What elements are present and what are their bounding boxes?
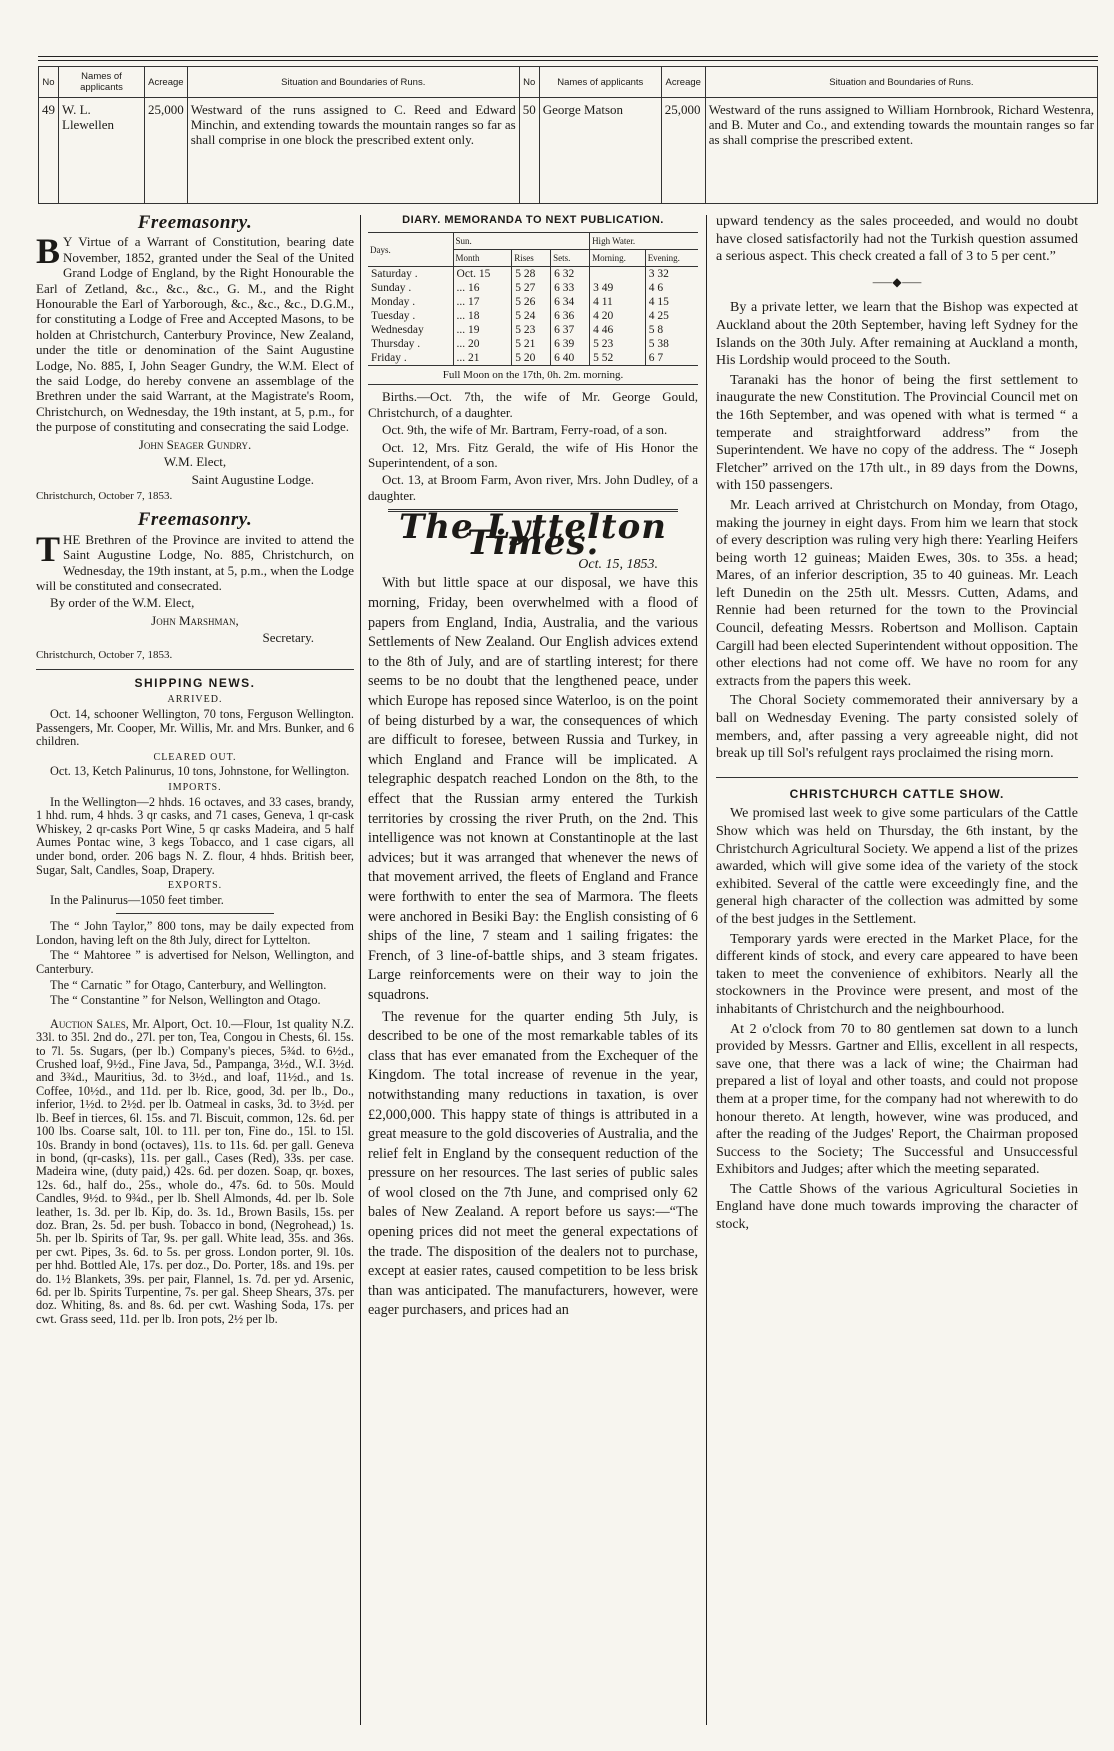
- freemasonry-heading: Freemasonry.: [137, 212, 253, 233]
- shipping-notice: The “ Constantine ” for Nelson, Wellington and Otago.: [50, 993, 321, 1008]
- col-evening: Evening.: [645, 250, 698, 267]
- morning: 4 11: [590, 295, 646, 309]
- birth-notice: Births.—Oct. 7th, the wife of Mr. George Gould, Christchurch, of a daughter.: [368, 389, 698, 420]
- day: Sunday .: [371, 282, 412, 295]
- freemasonry-notice-2: [36, 528, 354, 594]
- shipping-heading: SHIPPING NEWS.: [134, 675, 256, 690]
- col-situation-2: Situation and Boundaries of Runs.: [705, 67, 1097, 98]
- col-acreage-2: Acreage: [661, 67, 705, 98]
- masthead-date: Oct. 15, 1853.: [578, 557, 658, 573]
- sets: 6 40: [551, 351, 590, 366]
- diary-footer: Full Moon on the 17th, 0h. 2m. morning.: [368, 366, 698, 385]
- run-acreage: 25,000: [661, 98, 705, 204]
- dropcap: B: [36, 231, 61, 272]
- column-1: [36, 213, 354, 1328]
- dropcap: T: [36, 528, 61, 569]
- month: ... 17: [453, 295, 512, 309]
- freemasonry-heading-2: Freemasonry.: [137, 509, 253, 531]
- imports-text: In the Wellington—2 hhds. 16 octaves, and 33 cases, brandy, 1 hhd. rum, 4 hhds. 3 qr casks, and 71 cases, Geneva, 1 qr-cask Whiskey, 2 qr-casks Port Wine, 5 qr casks Madeira, and 5 half Aumes Pontac wine, 3 kegs Tobacco, and 1 case cigars, all under bond, order. 206 bags N. Z. flour, 4 hhds. British beer, Sugar, Salt, Candles, Soap, Drapery.: [36, 794, 354, 877]
- rises: 5 20: [512, 351, 551, 366]
- shipping-notice: The “ Mahtoree ” is advertised for Nelson, Wellington, and Canterbury.: [36, 948, 354, 977]
- runs-table: [38, 66, 1098, 204]
- article-paragraph: At 2 o'clock from 70 to 80 gentlemen sat down to a lunch provided by Messrs. Gartner and Ellis, excellent in all respects, save one, that there was a lack of wine; the Chairman had prepared a list of loyal and other toasts, and could not propose them at a proper time, for the company had not wherewith to do honour thereto. At length, however, wine was produced, and after the reading of the Judges' Report, the Chairman proposed Success to the Society; The Successful and Unsuccessful Exhibitors and Judges; after which the meeting separated.: [716, 1021, 1078, 1178]
- auction-text: Mr. Alport, Oct. 10.—Flour, 1st quality N.Z. 33l. to 35l. 2nd do., 27l. per ton, Tea, Congou in Chests, 6l. 15s. to 7l. 5s. Sugars, (per lb.) Company's pieces, 5¾d. to 6½d., Crushed loaf, 9½d., Fine Java, 5d., Pampanga, 3½d., W.I. 3½d. and 3¾d., Mauritius, 3d. to 3½d., and loaf, 11½d., and 1s. Coffee, 10½d., and 11d. per lb. Rice, good, 3d. per lb., Do., inferior, 1½d. to 2½d. per lb. Oatmeal in casks, 3d. to 3½d. per lb. Beef in tierces, 6l. 15s. and 7l. Biscuit, common, 12s. 6d. per 100 lbs. Coarse salt, 10l. to 11l. per ton, Fine do., 15l. to 15l. 10s. Brandy in bond (octaves), 11s. to 11s. 6d. per gall. Geneva in bond, (qr-casks), 11s. per gall., Cases (Red), 33s. per case. Madeira wine, (duty paid,) 42s. 6d. per dozen. Soap, qr. boxes, 12s. 6d., half do., 25s., whole do., 47s. 6d. to 50s. Mould Candles, 9½d. to 9¾d., per lb. Shell Almonds, 4d. per lb. Sole leather, 1s. 3d. per lb. Kip, do. 3s. 1d., Brown Basils, 15s. per doz. Bran, 2s. 5d. per bush. Tobacco in bond, (Negrohead,) 1s. 5h. per lb. Spirits of Tar, 9s. per gall. White lead, 35s. and 36s. per cwt. Pipes, 3s. 6d. to 5s. per gross. London porter, 9l. 10s. per hhd. Bottled Ale, 17s. per doz., Do. Porter, 18s. and 19s. per do. 1½ Blankets, 39s. per pair, Flannel, 1s. 7d. per yd. Arsenic, 6d. per lb. Spirits Turpentine, 7s. per gal. Sheep Shears, 37s. per doz. Whiting, 8s. and 8s. 6d. per cwt. Washing Soda, 17s. per cwt. Grass seed, 11d. per lb. Iron pots, 2½ per lb.: [36, 1016, 354, 1326]
- article-paragraph: With but little space at our disposal, we have this morning, Friday, been overwhelmed with a flood of papers from England, India, Australia, and the various Settlements of New Zealand. Our English advices extend to the 8th of July, and are of startling interest; for there seems to be no doubt that the lengthened peace, under which Europe has reposed since Waterloo, is on the point of being disturbed by a war, the consequences of which are difficult to foresee, between Russia and Turkey, in which England and France will be implicated. A telegraphic despatch reached London on the 8th, to the effect that the Russian army entered the Turkish territories by crossing the river Pruth, on the 2nd. This intelligence was not known at Constantinople at the last advices; but it was arranged that whenever the news of that movement arrived, the fleets of England and France were forthwith to enter the sea of Marmora. The fleets were anchored in Besiki Bay: the English consisting of 6 ships of the line, 7 steam and 1 sailing frigates: the French, of 3 line-of-battle ships, and 3 steam frigates. Large reinforcements were on their way to join the squadrons.: [368, 575, 698, 1003]
- run-no: 50: [519, 98, 539, 204]
- day: Friday .: [371, 352, 407, 365]
- exports-text: In the Palinurus—1050 feet timber.: [50, 892, 224, 907]
- cattle-show-heading: CHRISTCHURCH CATTLE SHOW.: [789, 786, 1005, 801]
- top-rule-2: [38, 60, 1098, 61]
- auction-lead: Auction Sales,: [50, 1016, 129, 1031]
- run-no: 49: [39, 98, 59, 204]
- sets: 6 33: [551, 281, 590, 295]
- col-days: Days.: [368, 233, 453, 267]
- arrived-heading: ARRIVED.: [167, 694, 223, 706]
- day: Thursday .: [371, 338, 421, 351]
- cleared-heading: CLEARED OUT.: [153, 751, 237, 763]
- sets: 6 39: [551, 337, 590, 351]
- article-paragraph: The Cattle Shows of the various Agricultural Societies in England have done much towards improving the character of stock,: [716, 1181, 1078, 1233]
- notice-body: HE Brethren of the Province are invited to attend the Saint Augustine Lodge, No. 885, Christchurch, on Wednesday, the 19th instant, at 5, p.m., when the Lodge will be constituted and consecrated.: [36, 531, 354, 593]
- signatory-title: W.M. Elect,: [163, 454, 227, 470]
- evening: 5 38: [645, 337, 698, 351]
- signatory-title: Secretary.: [262, 630, 314, 646]
- table-row: [368, 267, 698, 282]
- signatory-name: John Seager Gundry.: [138, 436, 252, 452]
- rises: 5 28: [512, 267, 551, 282]
- sets: 6 34: [551, 295, 590, 309]
- morning: 5 23: [590, 337, 646, 351]
- rises: 5 24: [512, 309, 551, 323]
- morning: 5 52: [590, 351, 646, 366]
- article-paragraph: We promised last week to give some particulars of the Cattle Show which was held on Thursday, the 6th instant, by the Christchurch Agricultural Society. We append a list of the prizes awarded, which will give some idea of the variety of the stock exhibited. Several of the cattle were exceedingly fine, and the general high character of the collection was admitted by some of the best judges in the Settlement.: [716, 806, 1078, 927]
- rises: 5 27: [512, 281, 551, 295]
- notice-body: Y Virtue of a Warrant of Constitution, bearing date November, 1852, granted under the Seal of the United Grand Lodge of England, by the Right Honourable the Earl of Zetland, &c., &c., &c., G. M., and the Right Honourable the Earl of Yarborough, &c., &c., &c., D.G.M., for constituting a Lodge of Free and Accepted Masons, to be holden at Christchurch, Canterbury Province, New Zealand, under the title or denomination of the Saint Augustine Lodge, No. 885, I, John Seager Gundry, the W.M. Elect of the said Lodge, do hereby convene an assemblage of the Brethren under the said Warrant, at the Magistrate's Room, Christchurch, on Wednesday, the 19th instant, at 5, p.m., for the purpose of constituting and consecrating the said Lodge.: [36, 234, 354, 435]
- cleared-text: Oct. 13, Ketch Palinurus, 10 tons, Johnstone, for Wellington.: [50, 764, 350, 779]
- table-row: [368, 295, 698, 309]
- table-row: [368, 309, 698, 323]
- auction-sales: [36, 1018, 354, 1326]
- article-paragraph: Taranaki has the honor of being the first settlement to inaugurate the new Constitution. The Provincial Council met on the 16th September, and was opened with what is termed “ a temperate and straightforward address” from the Superintendent. We have no copy of the address. The “ Joseph Fletcher” arrived on the 17th ult., in 89 days from the Downs, with 150 passengers.: [716, 372, 1078, 494]
- runs-table-header: [39, 67, 1098, 98]
- main-article: [368, 574, 698, 1321]
- column-2: [368, 213, 698, 1323]
- month: Oct. 15: [453, 267, 512, 282]
- article-paragraph: The Choral Society commemorated their anniversary by a ball on Wednesday Evening. The party consisted solely of members, and, after passing a very agreeable night, did not break up till Sol's refulgent rays proclaimed the rising morn.: [716, 693, 1078, 762]
- table-row: [368, 281, 698, 295]
- col-high-water: High Water.: [590, 233, 698, 250]
- exports-heading: EXPORTS.: [167, 880, 223, 892]
- col-sets: Sets.: [551, 250, 590, 267]
- run-name: George Matson: [539, 98, 661, 204]
- table-row: [368, 323, 698, 337]
- run-name: W. L. Llewellen: [59, 98, 145, 204]
- month: ... 20: [453, 337, 512, 351]
- run-situation: Westward of the runs assigned to C. Reed and Edward Minchin, and extending towards the mountain ranges so far as shall comprise in one block the prescribed extent only.: [187, 98, 519, 204]
- evening: 3 32: [645, 267, 698, 282]
- morning: 4 46: [590, 323, 646, 337]
- birth-notice: Oct. 12, Mrs. Fitz Gerald, the wife of His Honor the Superintendent, of a son.: [368, 439, 698, 471]
- column-3: [716, 213, 1078, 1236]
- birth-notice: Oct. 9th, the wife of Mr. Bartram, Ferry-road, of a son.: [382, 422, 668, 438]
- sets: 6 37: [551, 323, 590, 337]
- month: ... 16: [453, 281, 512, 295]
- column-rule: [706, 215, 707, 1725]
- top-rule: [38, 56, 1098, 57]
- notice-order: By order of the W.M. Elect,: [50, 595, 195, 611]
- run-situation: Westward of the runs assigned to William Hornbrook, Richard Westenra, and B. Muter and Co., and extending towards the mountain ranges so far as shall comprise the prescribed extent.: [705, 98, 1097, 204]
- month: ... 19: [453, 323, 512, 337]
- rises: 5 21: [512, 337, 551, 351]
- fleuron-ornament: ⸺◆⸺: [872, 274, 922, 289]
- col-no-2: No: [519, 67, 539, 98]
- table-row: [39, 98, 1098, 204]
- col-no: No: [39, 67, 59, 98]
- birth-notice: Oct. 13, at Broom Farm, Avon river, Mrs. John Dudley, of a daughter.: [368, 472, 698, 503]
- day: Wednesday: [371, 324, 424, 337]
- shipping-notice: The “ Carnatic ” for Otago, Canterbury, and Wellington.: [50, 977, 327, 992]
- col-names: Names of applicants: [59, 67, 145, 98]
- day: Tuesday .: [371, 310, 416, 323]
- run-acreage: 25,000: [145, 98, 188, 204]
- col-sun: Sun.: [453, 233, 590, 250]
- article-paragraph: Mr. Leach arrived at Christchurch on Monday, from Otago, making the journey in eight days. From him we learn that stock of every description was ruling very high there: Yearling Heifers being worth 12 guineas; Maiden Ewes, 30s. to 35s. a head; Mares, of an inferior description, 35 to 40 guineas. Mr. Leach left Dunedin on the 25th ult. Messrs. Cutten, Adams, and Rennie had been returned for the town to the Provincial Council, defeating Messrs. Robertson and Mollison. Captain Cargill had been elected Superintendent without opposition. The other elections had not come off. We have no room for any extracts from the papers this week.: [716, 497, 1078, 689]
- freemasonry-notice: [36, 231, 354, 435]
- sets: 6 32: [551, 267, 590, 282]
- dateline: Christchurch, October 7, 1853.: [36, 648, 173, 661]
- morning: [590, 267, 646, 282]
- evening: 5 8: [645, 323, 698, 337]
- article-paragraph: The revenue for the quarter ending 5th July, is described to be one of the most remarkable tables of its class that has ever emanated from the Exchequer of the Kingdom. The total increase of revenue in the year, notwithstanding many reductions in taxation, is over £2,000,000. This happy state of things is attributed in a great measure to the gold discoveries of Australia, and the relief felt in England by the consequent reduction of the pressure on her resources. The last series of public sales of wool closed on the 7th June, and comprised only 62 bales of New Zealand. A report before us says:—“The opening prices did not meet the general expectations of the trade. The disposition of the dealers not to purchase, except at easier rates, caused competition to be less brisk than was anticipated. The manufacturers, however, were eager purchasers, and prices had an: [368, 1008, 698, 1319]
- col-situation: Situation and Boundaries of Runs.: [187, 67, 519, 98]
- diary-title: DIARY. MEMORANDA TO NEXT PUBLICATION.: [402, 214, 664, 226]
- col-names-2: Names of applicants: [539, 67, 661, 98]
- article-continued: upward tendency as the sales proceeded, and would no doubt have closed satisfactorily had not the Turkish question assumed a serious aspect. This check created a fall of 3 to 5 per cent.”: [716, 214, 1078, 265]
- col-rises: Rises: [512, 250, 551, 267]
- table-row: [368, 337, 698, 351]
- rises: 5 23: [512, 323, 551, 337]
- day: Saturday .: [371, 268, 418, 281]
- rises: 5 26: [512, 295, 551, 309]
- imports-heading: IMPORTS.: [168, 781, 222, 793]
- col-month: Month: [453, 250, 512, 267]
- col-acreage: Acreage: [145, 67, 188, 98]
- evening: 6 7: [645, 351, 698, 366]
- col-morning: Morning.: [590, 250, 646, 267]
- day: Monday .: [371, 296, 416, 309]
- diary-table: [368, 232, 698, 385]
- morning: 4 20: [590, 309, 646, 323]
- evening: 4 25: [645, 309, 698, 323]
- month: ... 18: [453, 309, 512, 323]
- signatory-lodge: Saint Augustine Lodge.: [191, 471, 314, 487]
- shipping-notice: The “ John Taylor,” 800 tons, may be daily expected from London, having left on the 8th July, direct for Lyttelton.: [36, 919, 354, 947]
- sets: 6 36: [551, 309, 590, 323]
- table-row: [368, 351, 698, 366]
- evening: 4 6: [645, 281, 698, 295]
- article-paragraph: By a private letter, we learn that the Bishop was expected at Auckland about the 20th September, having left Sydney for the Islands on the 30th July. After remaining at Auckland a month, His Lordship would proceed to the South.: [716, 300, 1078, 369]
- arrived-text: Oct. 14, schooner Wellington, 70 tons, Ferguson Wellington. Passengers, Mr. Cooper, Mr. Willis, Mr. and Mrs. Bunker, and 6 children.: [36, 706, 354, 749]
- column-rule: [360, 215, 361, 1725]
- masthead-title: The Lyttelton Times.: [399, 507, 667, 563]
- evening: 4 15: [645, 295, 698, 309]
- dateline: Christchurch, October 7, 1853.: [36, 489, 173, 502]
- morning: 3 49: [590, 281, 646, 295]
- signatory-name: John Marshman,: [151, 612, 239, 628]
- month: ... 21: [453, 351, 512, 366]
- article-paragraph: Temporary yards were erected in the Market Place, for the different kinds of stock, and every care appeared to have been taken to meet the convenience of exhibitors. Nearly all the stockowners in the Province were present, and most of the inhabitants of Christchurch and the neighbourhood.: [716, 931, 1078, 1017]
